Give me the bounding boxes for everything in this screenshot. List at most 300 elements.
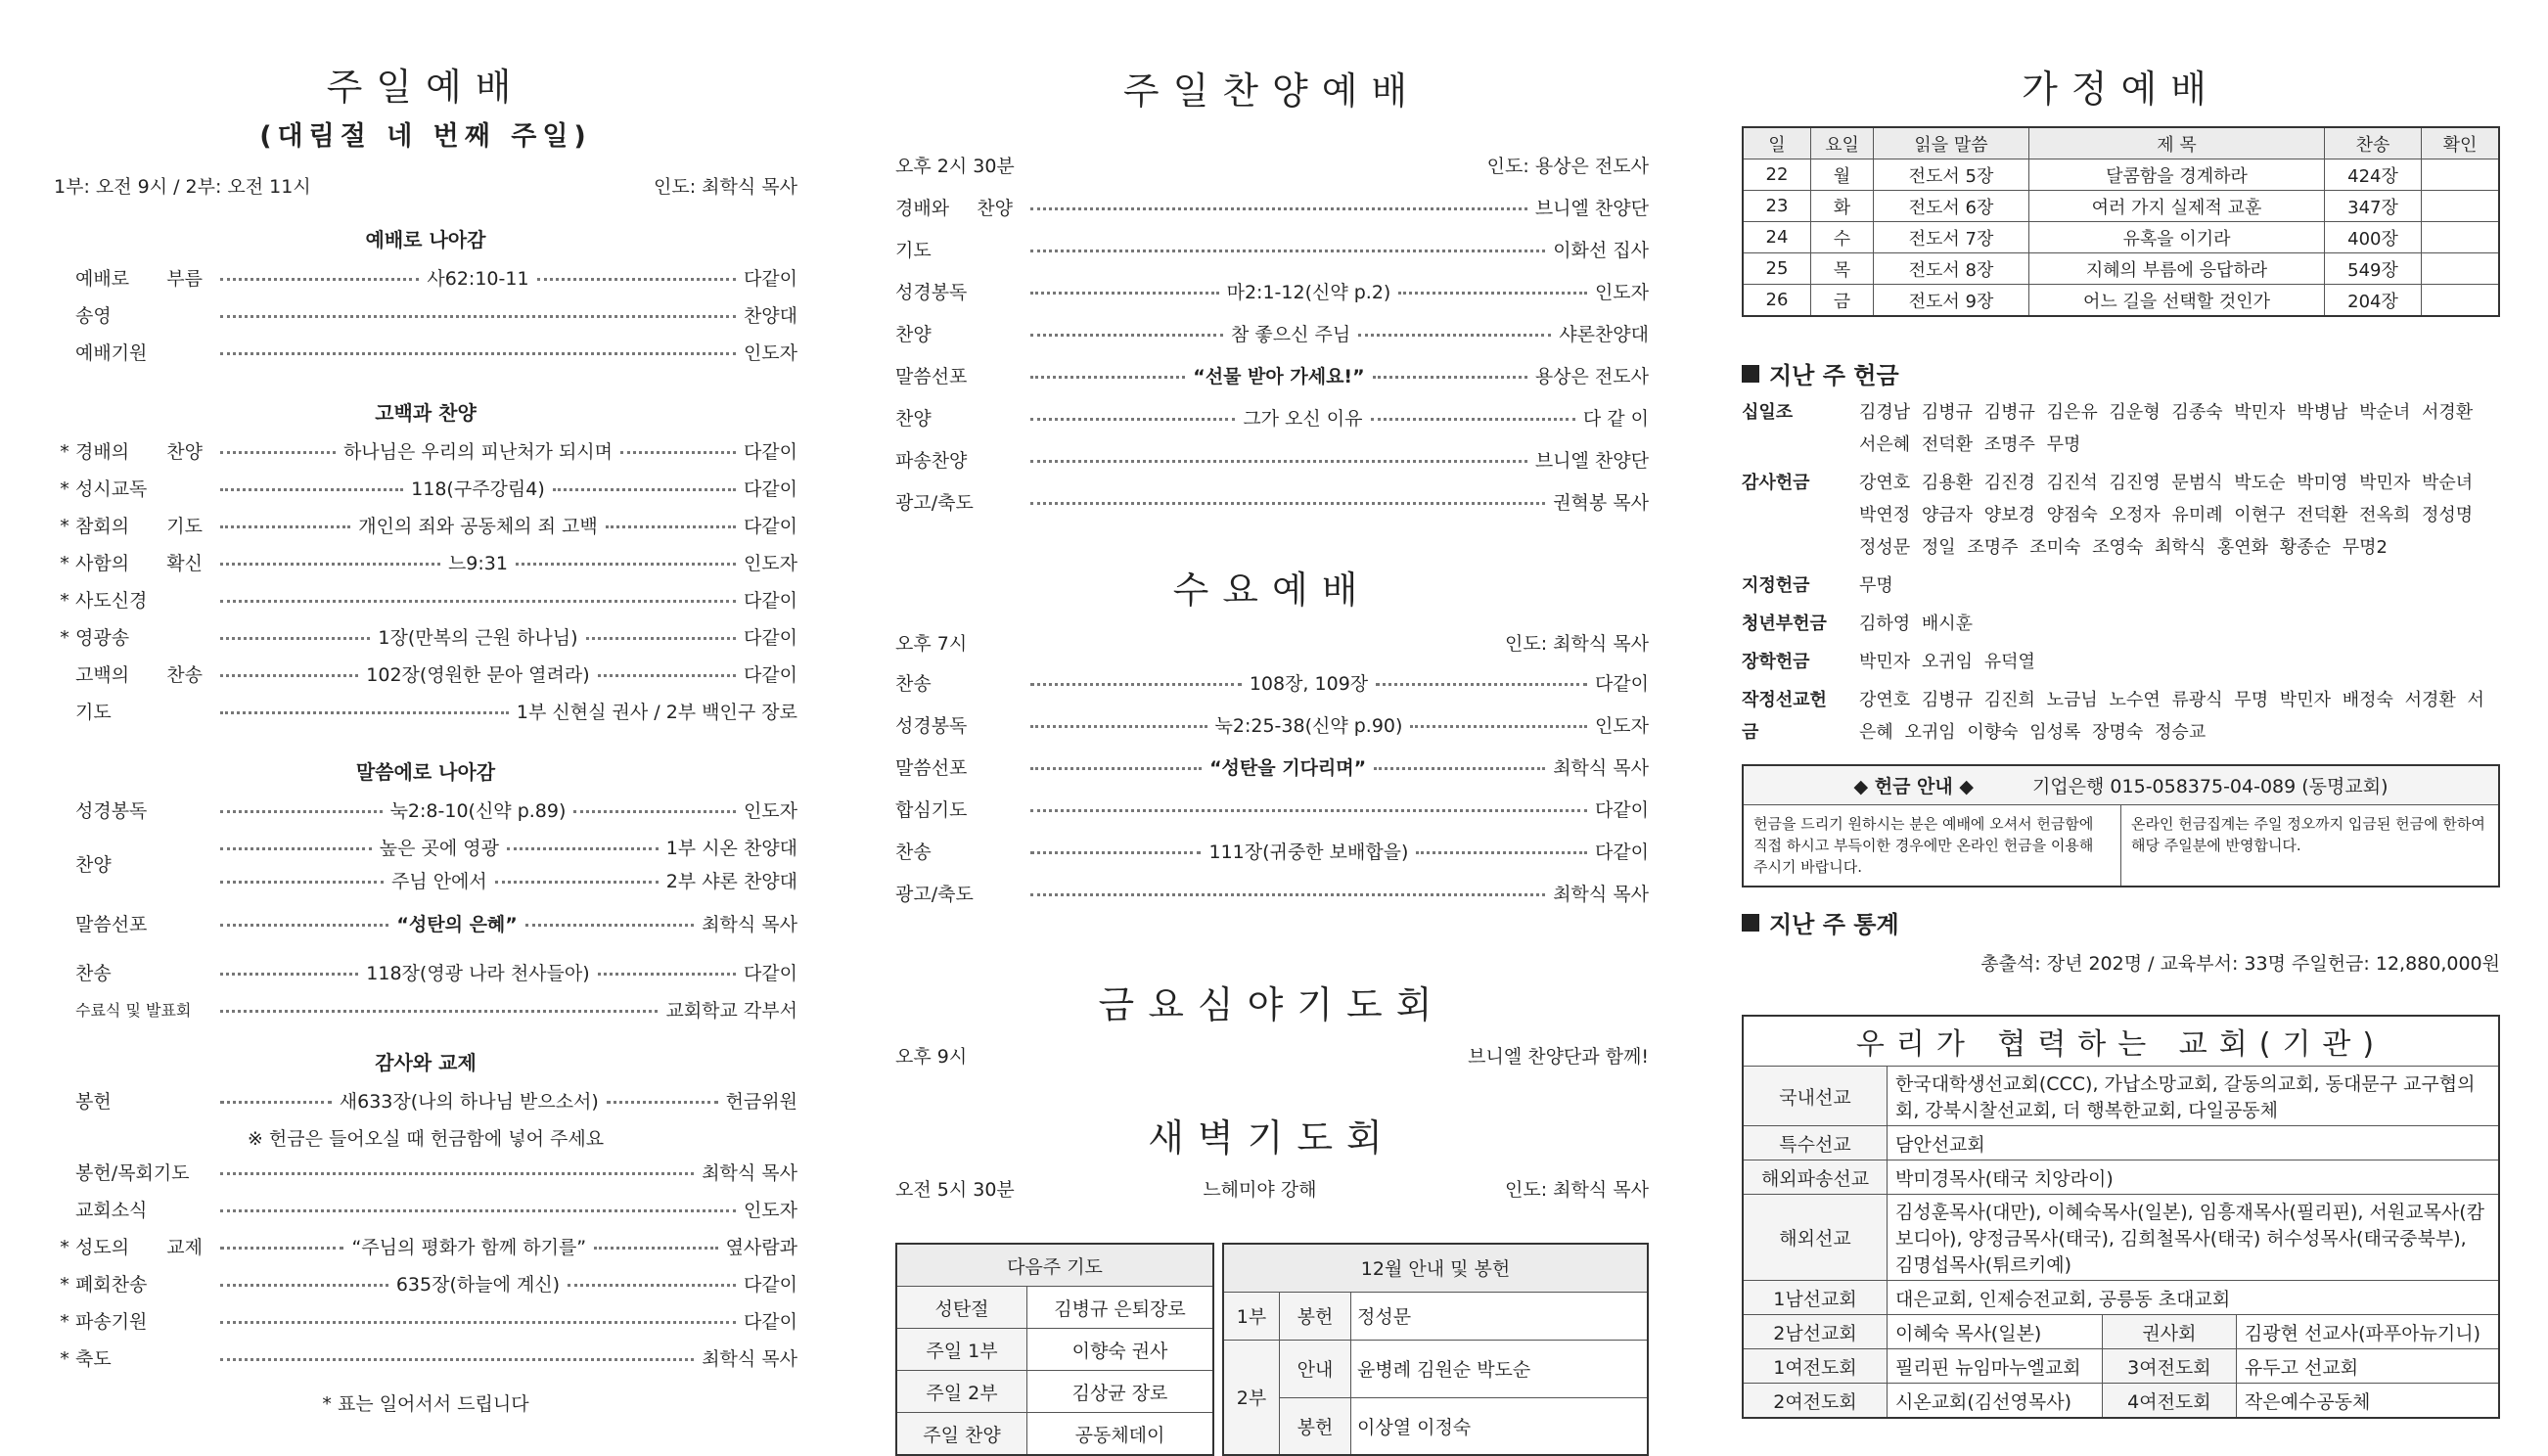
order-label: 성경봉독 [895, 715, 968, 737]
sunday-title: 주일예배 [326, 66, 525, 109]
order-middle: 102장(영원한 문아 열려라) [366, 664, 590, 686]
prayer-label: 주일 1부 [896, 1329, 1027, 1371]
order-middle: “주님의 평화가 함께 하기를” [351, 1237, 587, 1258]
family-cell: 전도서 6장 [1874, 191, 2029, 222]
order-row [54, 1303, 797, 1341]
sunday-meta [54, 172, 797, 199]
order-row [54, 1155, 797, 1192]
order-label: 성경봉독 [75, 800, 148, 822]
order-middle: “성탄을 기다리며” [1209, 757, 1367, 779]
partner-row [1743, 1160, 2499, 1195]
order-label: 수료식 및 발표회 [75, 1001, 192, 1020]
family-cell: 347장 [2325, 191, 2422, 222]
family-cell: 전도서 9장 [1874, 285, 2029, 317]
december-part-1: 1부 [1223, 1292, 1280, 1340]
order-middle: 108장, 109장 [1249, 673, 1369, 695]
order-right: 옆사람과 [725, 1237, 797, 1258]
standing-marker: * [60, 478, 69, 500]
order-right: 다같이 [743, 963, 797, 984]
offering-names: 박민자 오귀임 유덕열 [1859, 652, 2035, 672]
order-label: 찬양 [895, 324, 932, 345]
partner-row [1743, 1315, 2499, 1349]
sunday-leader: 인도: 최학식 목사 [654, 176, 797, 198]
order-label: 예배기원 [75, 342, 148, 364]
next-prayer-table [895, 1243, 1214, 1456]
order-label: 성시교독 [75, 478, 148, 500]
order-right: 인도자 [1594, 282, 1649, 303]
december-role: 봉헌 [1280, 1292, 1351, 1340]
dawn-leader: 인도: 최학식 목사 [1505, 1179, 1649, 1201]
order-label: 봉헌 [75, 1091, 112, 1113]
partner-label: 해외선교 [1743, 1195, 1888, 1281]
order-right: 다같이 [743, 664, 797, 686]
order-label: 송영 [75, 305, 112, 327]
order-label: 성경봉독 [895, 282, 968, 303]
partner-label: 4여전도회 [2102, 1384, 2236, 1419]
thanks-heading: 감사와 교제 [375, 1051, 477, 1074]
order-middle: 111장(귀중한 보배합을) [1208, 842, 1409, 863]
family-title: 가정예배 [2022, 68, 2220, 111]
order-label: 파송기원 [75, 1311, 148, 1333]
december-role: 안내 [1280, 1340, 1351, 1397]
family-cell: 목 [1811, 253, 1874, 285]
order-row [895, 705, 1649, 748]
family-row [1743, 191, 2499, 222]
order-label: 찬송 [895, 842, 932, 863]
family-row [1743, 253, 2499, 285]
order-row [895, 356, 1649, 398]
order-middle: 사62:10-11 [427, 268, 529, 290]
family-cell: 월 [1811, 159, 1874, 191]
partner-label: 1여전도회 [1743, 1349, 1888, 1384]
offering-row [1742, 684, 2500, 749]
order-right: 헌금위원 [725, 1091, 797, 1113]
family-cell [2422, 285, 2500, 317]
december-names: 정성문 [1351, 1292, 1649, 1340]
order-right: 다같이 [743, 516, 797, 537]
order-middle: 눅2:25-38(신약 p.90) [1214, 715, 1403, 737]
partner-row [1743, 1126, 2499, 1160]
order-label: 축도 [75, 1348, 112, 1370]
partner-value: 박미경목사(태국 치앙라이) [1888, 1160, 2500, 1195]
order-row [54, 433, 797, 471]
family-cell: 400장 [2325, 222, 2422, 253]
december-table [1222, 1243, 1649, 1456]
partner-row [1743, 1067, 2499, 1126]
order-right: 1부 신현실 권사 / 2부 백인구 장로 [516, 702, 797, 723]
partner-label: 1남선교회 [1743, 1281, 1888, 1315]
order-right: 찬양대 [743, 305, 797, 327]
order-label: 봉헌/목회기도 [75, 1162, 190, 1184]
order-right: 최학식 목사 [1553, 884, 1649, 905]
order-right: 다같이 [1594, 673, 1649, 695]
order-label: 참회의 기도 [75, 516, 203, 537]
wednesday-leader: 인도: 최학식 목사 [1505, 633, 1649, 655]
order-row [895, 398, 1649, 440]
family-cell: 금 [1811, 285, 1874, 317]
offering-label: 감사헌금 [1742, 473, 1810, 493]
offering-row [1742, 569, 2500, 602]
order-label: 합심기도 [895, 799, 968, 821]
prayer-label: 주일 2부 [896, 1371, 1027, 1413]
order-label: 경배의 찬양 [75, 441, 203, 463]
family-cell: 어느 길을 선택할 것인가 [2029, 285, 2325, 317]
family-header: 요일 [1811, 127, 1874, 159]
order-right: 다같이 [743, 1311, 797, 1333]
family-header: 제 목 [2029, 127, 2325, 159]
family-cell: 전도서 8장 [1874, 253, 2029, 285]
partner-label: 특수선교 [1743, 1126, 1888, 1160]
offerings-heading: 지난 주 헌금 [1742, 356, 2500, 390]
choir-line2-middle: 주님 안에서 [390, 871, 487, 892]
order-row-choir [54, 830, 797, 900]
order-right: 최학식 목사 [702, 1162, 797, 1184]
praise-title: 주일찬양예배 [1122, 69, 1422, 113]
section-heading: 예배로 나아감 [365, 228, 486, 251]
order-right: 권혁봉 목사 [1553, 492, 1649, 514]
family-header: 확인 [2422, 127, 2500, 159]
wednesday-title: 수요예배 [1172, 569, 1372, 612]
order-label: 예배로 부름 [75, 268, 203, 290]
family-cell: 24 [1743, 222, 1811, 253]
stats-heading: 지난 주 통계 [1742, 905, 2500, 939]
praise-order [895, 188, 1649, 524]
partner-row [1743, 1349, 2499, 1384]
stats-line: 총출석: 장년 202명 / 교육부서: 33명 주일헌금: 12,880,000원 [1980, 953, 2500, 975]
order-middle: 마2:1-12(신약 p.2) [1226, 282, 1391, 303]
square-bullet-icon [1742, 365, 1759, 383]
prayer-name: 이향숙 권사 [1027, 1329, 1214, 1371]
order-row [54, 582, 797, 619]
order-right: 다같이 [743, 478, 797, 500]
order-label: 말씀선포 [75, 914, 148, 935]
order-middle: 118(구주강림4) [411, 478, 545, 500]
family-cell [2422, 253, 2500, 285]
partner-table [1742, 1015, 2500, 1419]
friday-title: 금요심야기도회 [1098, 983, 1446, 1026]
order-row [895, 790, 1649, 832]
evening-worship-column [895, 0, 1649, 1446]
notice-title: ◆ 헌금 안내 ◆ [1853, 776, 1974, 797]
notice-right-text: 온라인 헌금집계는 주일 정오까지 입금된 헌금에 한하여 해당 주일분에 반영합니다. [2131, 815, 2485, 854]
offering-row [1742, 608, 2500, 640]
praise-time: 오후 2시 30분 [895, 156, 1015, 177]
family-cell [2422, 191, 2500, 222]
order-label: 파송찬양 [895, 450, 968, 472]
partner-row [1743, 1195, 2499, 1281]
order-row [895, 663, 1649, 705]
order-label: 찬송 [895, 673, 932, 695]
order-right: 샤론찬양대 [1559, 324, 1649, 345]
order-row [895, 272, 1649, 314]
friday-note: 브니엘 찬양단과 함께! [1468, 1046, 1649, 1068]
order-label: 기도 [895, 240, 932, 261]
order-middle: 635장(하늘에 계신) [395, 1274, 561, 1296]
order-right: 최학식 목사 [1553, 757, 1649, 779]
order-right: 브니엘 찬양단 [1534, 198, 1649, 219]
order-right: 인도자 [743, 1200, 797, 1221]
partner-label: 3여전도회 [2102, 1349, 2236, 1384]
partner-value: 유두고 선교회 [2236, 1349, 2499, 1384]
family-header: 일 [1743, 127, 1811, 159]
prayer-name: 공동체데이 [1027, 1413, 1214, 1456]
order-label: 광고/축도 [895, 884, 974, 905]
december-part-2: 2부 [1223, 1340, 1280, 1455]
order-label: 성도의 교제 [75, 1237, 203, 1258]
family-row [1743, 159, 2499, 191]
order-label: 말씀선포 [895, 366, 968, 387]
order-label: 찬송 [75, 963, 112, 984]
offering-label: 청년부헌금 [1742, 614, 1827, 634]
partner-label: 권사회 [2102, 1315, 2236, 1349]
notice-left-text: 헌금을 드리기 원하시는 분은 예배에 오셔서 헌금함에 직접 하시고 부득이한 경우에만 온라인 헌금을 이용해 주시기 바랍니다. [1744, 805, 2121, 886]
partner-value: 시온교회(김선영목사) [1888, 1384, 2103, 1419]
order-middle: 새633장(나의 하나님 받으소서) [339, 1091, 599, 1113]
offerings-list [1742, 396, 2500, 749]
dawn-meta [895, 1175, 1649, 1202]
prayer-label: 주일 찬양 [896, 1413, 1027, 1456]
partner-label: 국내선교 [1743, 1067, 1888, 1126]
partner-value: 작은예수공동체 [2236, 1384, 2499, 1419]
offering-names: 무명 [1859, 575, 1893, 596]
order-right: 다같이 [743, 1274, 797, 1296]
order-label: 기도 [75, 702, 112, 723]
december-heading: 12월 안내 및 봉헌 [1223, 1244, 1648, 1292]
order-row-offering [54, 1083, 797, 1120]
order-row [54, 1341, 797, 1378]
order-right: 최학식 목사 [702, 914, 797, 935]
prayer-name: 김상균 장로 [1027, 1371, 1214, 1413]
order-label: 광고/축도 [895, 492, 974, 514]
order-right: 이화선 집사 [1553, 240, 1649, 261]
standing-marker: * [60, 553, 69, 574]
order-row [895, 832, 1649, 874]
order-row [54, 545, 797, 582]
family-cell: 424장 [2325, 159, 2422, 191]
family-cell: 지혜의 부름에 응답하라 [2029, 253, 2325, 285]
partner-label: 2남선교회 [1743, 1315, 1888, 1349]
order-right: 교회학교 각부서 [665, 1000, 797, 1022]
dawn-time: 오전 5시 30분 [895, 1179, 1015, 1201]
offering-label: 지정헌금 [1742, 575, 1810, 596]
order-row [54, 1229, 797, 1266]
prayer-row [896, 1329, 1213, 1371]
order-row [54, 508, 797, 545]
family-header: 찬송 [2325, 127, 2422, 159]
offering-row [1742, 396, 2500, 461]
word-heading: 말씀에로 나아감 [355, 760, 496, 784]
partner-value: 필리핀 뉴임마누엘교회 [1888, 1349, 2103, 1384]
order-right: 다 같 이 [1582, 408, 1649, 430]
family-cell: 22 [1743, 159, 1811, 191]
order-middle: 개인의 죄와 공동체의 죄 고백 [358, 516, 598, 537]
order-middle: 118장(영광 나라 천사들아) [366, 963, 590, 984]
offering-names: 김하영 배시훈 [1859, 614, 1974, 634]
standing-marker: * [60, 516, 69, 537]
order-middle: 참 좋으신 주님 [1231, 324, 1351, 345]
offering-label: 장학헌금 [1742, 652, 1810, 672]
order-row [54, 619, 797, 657]
wednesday-meta [895, 629, 1649, 656]
wednesday-order [895, 663, 1649, 916]
family-cell: 여러 가지 실제적 교훈 [2029, 191, 2325, 222]
standing-marker: * [60, 627, 69, 649]
sunday-subtitle: (대림절 네 번째 주일) [259, 121, 592, 152]
order-row [895, 748, 1649, 790]
sunday-order [54, 224, 797, 731]
order-right: 다같이 [743, 590, 797, 612]
offering-label: 십일조 [1742, 402, 1794, 423]
standing-footnote: * 표는 일어서서 드립니다 [322, 1393, 529, 1415]
order-right: 인도자 [743, 553, 797, 574]
order-right: 브니엘 찬양단 [1534, 450, 1649, 472]
next-prayer-heading: 다음주 기도 [896, 1244, 1213, 1287]
prayer-label: 성탄절 [896, 1287, 1027, 1329]
order-row [895, 440, 1649, 482]
order-row-award [54, 992, 797, 1029]
friday-time: 오후 9시 [895, 1046, 968, 1068]
order-row [895, 482, 1649, 524]
dawn-title: 새벽기도회 [1148, 1116, 1396, 1160]
family-cell: 전도서 5장 [1874, 159, 2029, 191]
offering-notice [1742, 764, 2500, 887]
order-right: 다같이 [743, 268, 797, 290]
partner-row [1743, 1281, 2499, 1315]
sunday-time: 1부: 오전 9시 / 2부: 오전 11시 [54, 176, 311, 198]
family-row [1743, 222, 2499, 253]
order-label: 찬양 [895, 408, 932, 430]
family-row [1743, 285, 2499, 317]
partner-value: 담안선교회 [1888, 1126, 2500, 1160]
standing-marker: * [60, 1311, 69, 1333]
praise-leader: 인도: 용상은 전도사 [1486, 156, 1649, 177]
order-row [54, 297, 797, 335]
order-middle: “선물 받아 가세요!” [1193, 366, 1365, 387]
order-right: 다같이 [743, 441, 797, 463]
partner-value: 김광현 선교사(파푸아뉴기니) [2236, 1315, 2499, 1349]
order-middle: 하나님은 우리의 피난처가 되시며 [342, 441, 614, 463]
order-row [54, 694, 797, 731]
order-row [895, 230, 1649, 272]
order-right: 인도자 [743, 342, 797, 364]
order-row-hymn [54, 955, 797, 992]
offering-row [1742, 646, 2500, 678]
december-role: 봉헌 [1280, 1397, 1351, 1455]
partner-value: 이혜숙 목사(일본) [1888, 1315, 2103, 1349]
order-row [54, 657, 797, 694]
wednesday-time: 오후 7시 [895, 633, 968, 655]
order-middle: 그가 오신 이유 [1243, 408, 1363, 430]
order-row [895, 874, 1649, 916]
order-right: 인도자 [1594, 715, 1649, 737]
order-row [54, 1266, 797, 1303]
family-cell: 화 [1811, 191, 1874, 222]
partner-value: 대은교회, 인제승전교회, 공릉동 초대교회 [1888, 1281, 2500, 1315]
order-right: 다같이 [743, 627, 797, 649]
order-label: 말씀선포 [895, 757, 968, 779]
choir-line2-right: 2부 샤론 찬양대 [665, 871, 798, 892]
order-row [54, 471, 797, 508]
sunday-closing-order [54, 1155, 797, 1378]
sunday-worship-column [54, 0, 797, 1428]
order-row [895, 314, 1649, 356]
family-cell: 유혹을 이기라 [2029, 222, 2325, 253]
offering-label: 작정선교헌금 [1742, 690, 1827, 743]
friday-meta [895, 1042, 1649, 1069]
standing-marker: * [60, 1237, 69, 1258]
order-row [54, 260, 797, 297]
prayer-row [896, 1413, 1213, 1456]
partner-value: 한국대학생선교회(CCC), 가납소망교회, 갈동의교회, 동대문구 교구협의회, 강북시찰선교회, 더 행복한교회, 다일공동체 [1888, 1067, 2500, 1126]
prayer-and-december-tables [895, 1243, 1649, 1456]
praise-meta [895, 152, 1649, 178]
family-cell [2422, 159, 2500, 191]
order-middle: 느9:31 [447, 553, 508, 574]
order-row [54, 335, 797, 372]
december-names: 윤병례 김원순 박도순 [1351, 1340, 1649, 1397]
order-label: 경배와 찬양 [895, 198, 1013, 219]
order-label: 찬양 [75, 854, 112, 876]
offering-names: 김경남 김병규 김병규 김은유 김운형 김종숙 박민자 박병남 박순녀 서경환 서은혜 전덕환 조명주 무명 [1859, 402, 2474, 455]
order-label: 사도신경 [75, 590, 148, 612]
standing-marker: * [60, 1348, 69, 1370]
order-middle: 1장(만복의 근원 하나님) [378, 627, 578, 649]
family-cell: 수 [1811, 222, 1874, 253]
offering-note: ※ 헌금은 들어오실 때 헌금함에 넣어 주세요 [247, 1128, 605, 1150]
section-heading: 고백과 찬양 [375, 401, 477, 425]
december-names: 이상열 이정숙 [1351, 1397, 1649, 1455]
standing-marker: * [60, 590, 69, 612]
family-header: 읽을 말씀 [1874, 127, 2029, 159]
partner-label: 2여전도회 [1743, 1384, 1888, 1419]
order-middle: 눅2:8-10(신약 p.89) [389, 800, 567, 822]
family-cell: 달콤함을 경계하라 [2029, 159, 2325, 191]
partner-label: 해외파송선교 [1743, 1160, 1888, 1195]
family-cell: 25 [1743, 253, 1811, 285]
offering-names: 강연호 김용환 김진경 김진석 김진영 문범식 박도순 박미영 박민자 박순녀 박연정 양금자 양보경 양점숙 오정자 유미례 이현구 전덕환 전옥희 정성명 정성문 정일 조명주 조미숙 조영숙 최학식 홍연화 황종순 무명2 [1859, 473, 2474, 558]
notice-account: 기업은행 015-058375-04-089 (동명교회) [2031, 776, 2389, 797]
family-cell: 23 [1743, 191, 1811, 222]
info-column [1742, 0, 2500, 1428]
order-right: 용상은 전도사 [1534, 366, 1649, 387]
family-cell: 549장 [2325, 253, 2422, 285]
order-row [54, 1192, 797, 1229]
family-cell: 26 [1743, 285, 1811, 317]
order-label: 영광송 [75, 627, 130, 649]
order-row-reading [54, 793, 797, 830]
family-cell: 전도서 7장 [1874, 222, 2029, 253]
offering-names: 강연호 김병규 김진희 노금님 노수연 류광식 무명 박민자 배정숙 서경환 서은혜 오귀임 이향숙 임성록 장명숙 정승교 [1859, 690, 2484, 743]
order-right: 인도자 [743, 800, 797, 822]
order-label: 교회소식 [75, 1200, 148, 1221]
standing-marker: * [60, 1274, 69, 1296]
order-label: 폐회찬송 [75, 1274, 148, 1296]
prayer-name: 김병규 은퇴장로 [1027, 1287, 1214, 1329]
family-cell [2422, 222, 2500, 253]
dawn-topic: 느헤미야 강해 [1203, 1179, 1317, 1201]
family-worship-table [1742, 126, 2500, 317]
order-row [895, 188, 1649, 230]
order-right: 다같이 [1594, 799, 1649, 821]
order-row-sermon [54, 900, 797, 949]
order-right: 최학식 목사 [702, 1348, 797, 1370]
offering-row [1742, 467, 2500, 564]
order-label: 사함의 확신 [75, 553, 203, 574]
family-cell: 204장 [2325, 285, 2422, 317]
prayer-row [896, 1287, 1213, 1329]
prayer-row [896, 1371, 1213, 1413]
sermon-title: “성탄의 은혜” [396, 914, 518, 935]
